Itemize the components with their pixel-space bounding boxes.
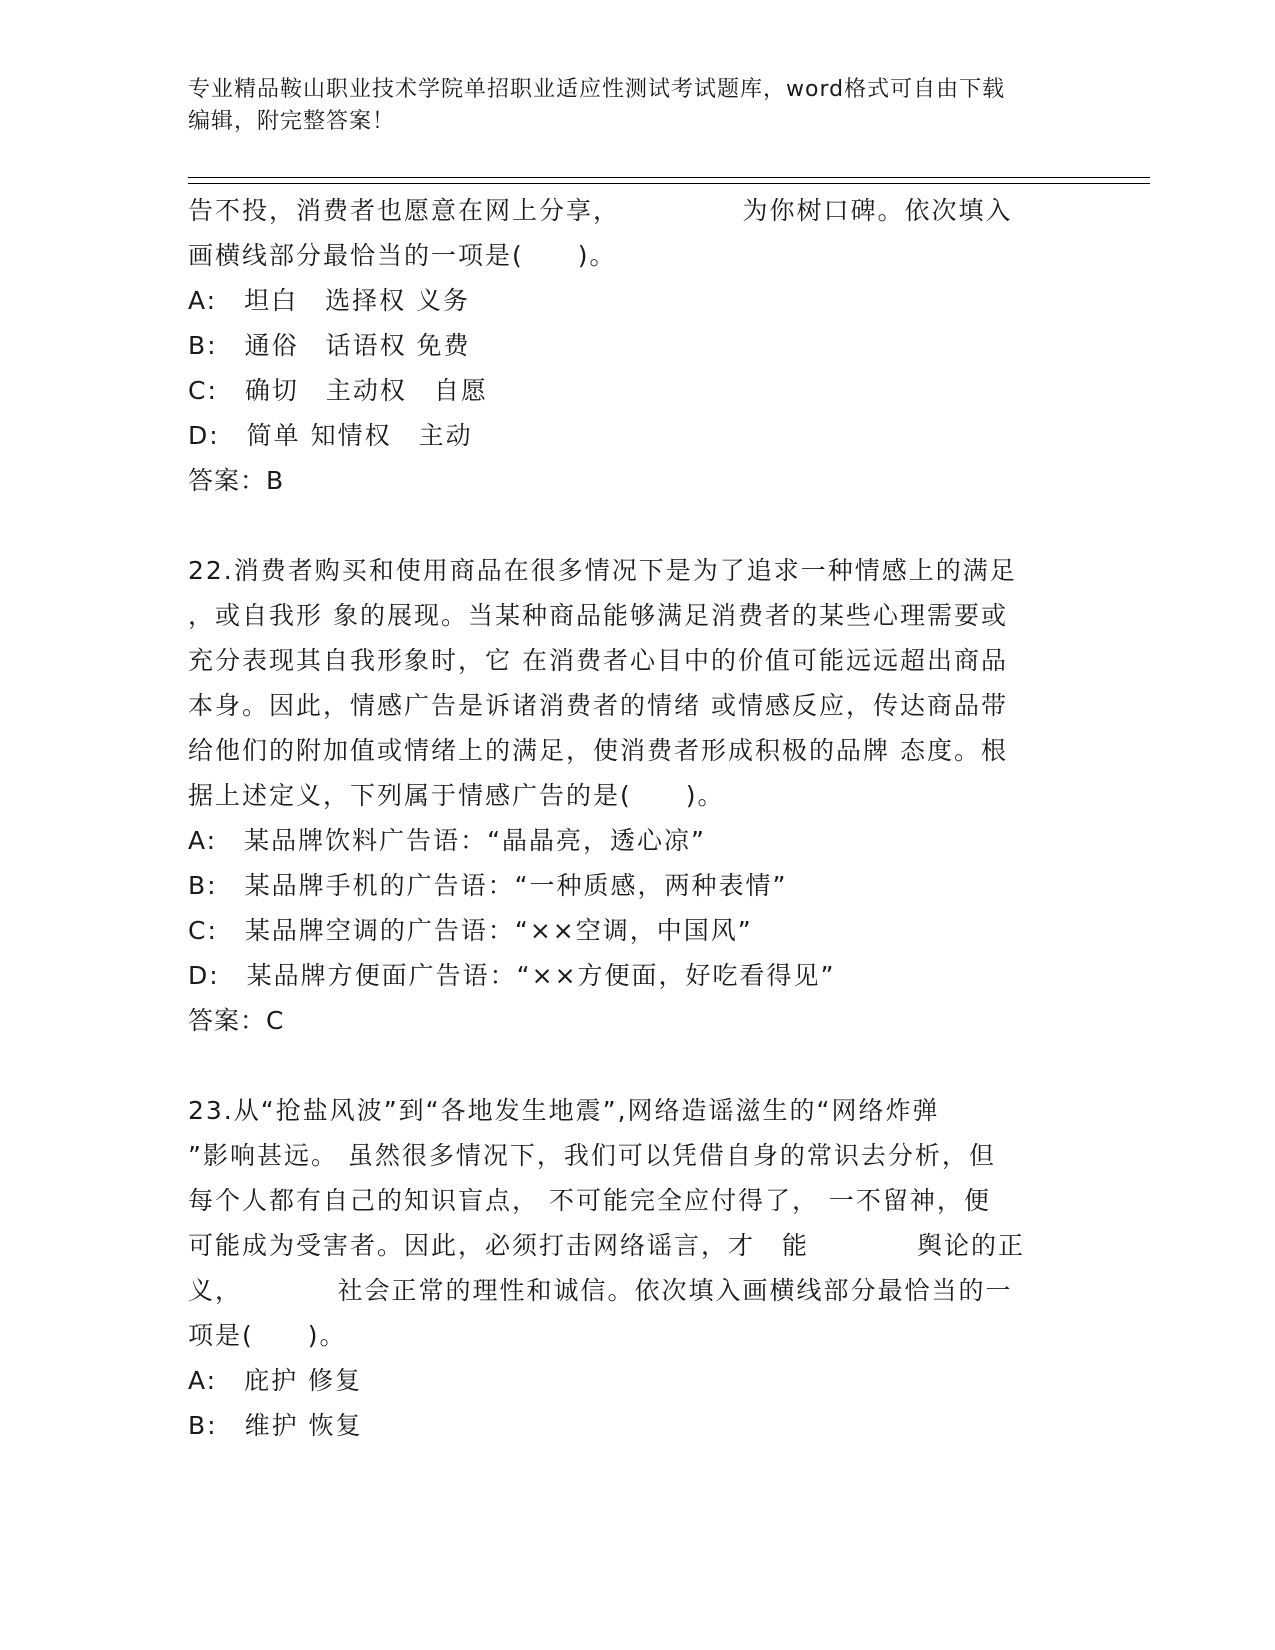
question-text-line: 充分表现其自我形象时，它 在消费者心目中的价值可能远远超出商品 [188,646,1008,675]
question-text-line: 本身。因此，情感广告是诉诸消费者的情绪 或情感反应，传达商品带 [188,691,1008,720]
option-a: A: 某品牌饮料广告语：“晶晶亮，透心凉” [188,826,706,855]
option-d: D: 某品牌方便面广告语：“××方便面，好吃看得见” [188,961,836,990]
question-text-line: 项是( )。 [188,1321,347,1350]
answer: 答案：C [188,1006,285,1035]
question-text-line: 可能成为受害者。因此，必须打击网络谣言，才 能 舆论的正 [188,1231,1026,1260]
question-21 [188,188,1068,503]
option-d: D: 简单 知情权 主动 [188,421,473,450]
option-b: B: 维护 恢复 [188,1411,363,1440]
option-b: B: 通俗 话语权 免费 [188,331,471,360]
question-text-line: 给他们的附加值或情绪上的满足，使消费者形成积极的品牌 态度。根 [188,736,1008,765]
answer: 答案：B [188,466,285,495]
option-a: A: 庇护 修复 [188,1366,363,1395]
question-text-line: 画横线部分最恰当的一项是( )。 [188,241,617,270]
question-text-line: 义， 社会正常的理性和诚信。依次填入画横线部分最恰当的一 [188,1276,1013,1305]
document-header [188,74,1068,138]
header-divider-bottom [188,183,1150,184]
header-divider-top [188,177,1150,178]
question-text-line: ”影响甚远。 虽然很多情况下，我们可以凭借自身的常识去分析，但 [188,1141,996,1170]
document-body [188,188,1068,1448]
question-text-line: 22.消费者购买和使用商品在很多情况下是为了追求一种情感上的满足 [188,556,1017,585]
question-text-line: ，或自我形 象的展现。当某种商品能够满足消费者的某些心理需要或 [188,601,1008,630]
question-22 [188,548,1068,1043]
header-line-2: 编辑，附完整答案！ [188,109,396,134]
question-text-line: 告不投，消费者也愿意在网上分享， 为你树口碑。依次填入 [188,196,1013,225]
question-23 [188,1088,1068,1448]
option-c: C: 确切 主动权 自愿 [188,376,488,405]
header-line-1: 专业精品鞍山职业技术学院单招职业适应性测试考试题库，word格式可自由下载 [188,77,1006,102]
question-text-line: 每个人都有自己的知识盲点， 不可能完全应付得了， 一不留神，便 [188,1186,991,1215]
option-b: B: 某品牌手机的广告语：“一种质感，两种表情” [188,871,788,900]
option-a: A: 坦白 选择权 义务 [188,286,471,315]
question-text-line: 23.从“抢盐风波”到“各地发生地震”,网络造谣滋生的“网络炸弹 [188,1096,940,1125]
question-text-line: 据上述定义，下列属于情感广告的是( )。 [188,781,725,810]
option-c: C: 某品牌空调的广告语：“××空调，中国风” [188,916,753,945]
